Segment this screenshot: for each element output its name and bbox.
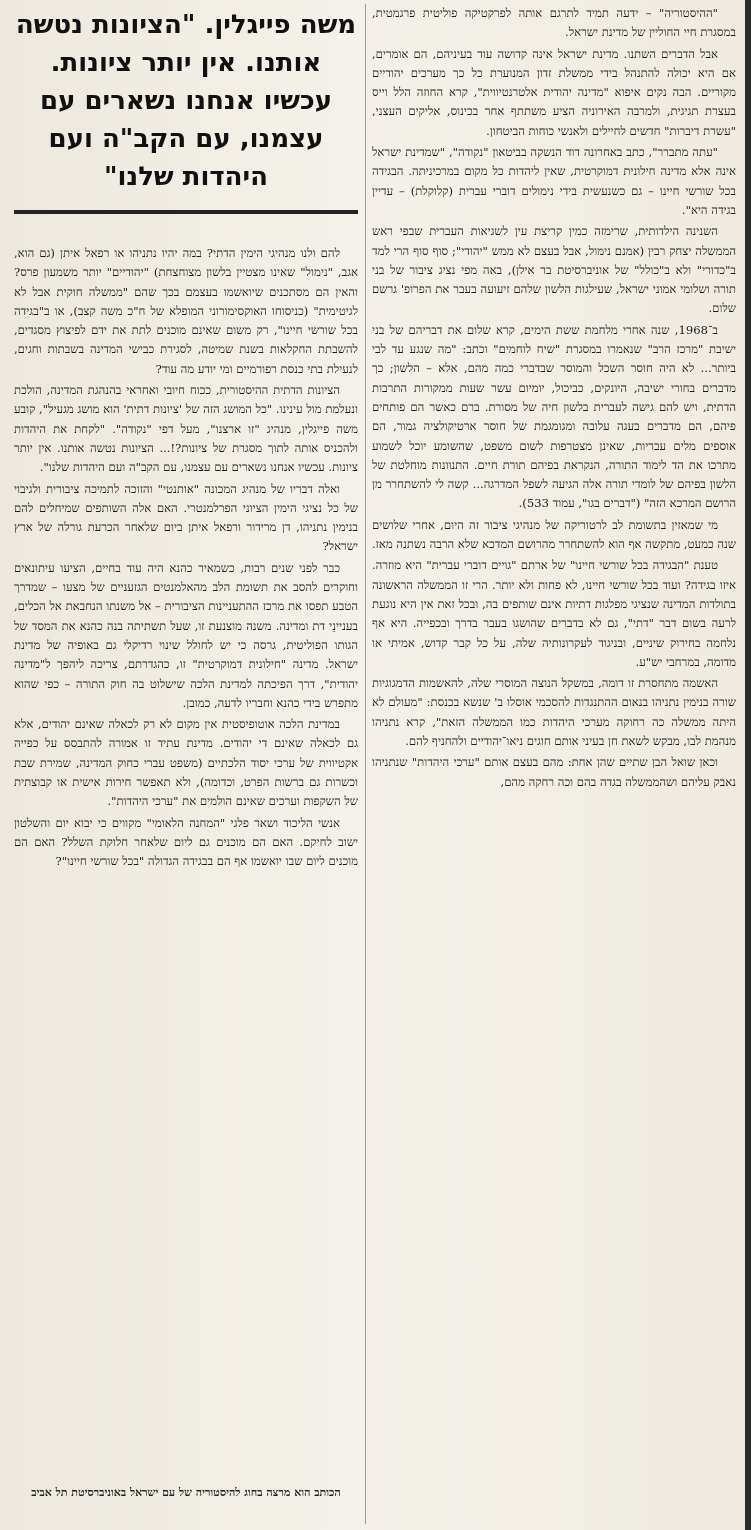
article-paragraph: "ההיסטוריה" – ידעה תמיד לתרגם אותה לפרקטיקה פוליטית פרגמטית, במסגרת חיי החוליין של מדינת ישראל. [372,6,736,40]
article-paragraph: אבל הדברים השתנו. מדינת ישראל אינה קדושה עוד בעיניהם, הם אומרים, אם היא יכולה להתנהל בידי ממשלת זדון המנוערת כל כך מערכים יהודיים מקוריים. הבה נקים איפוא "מדינה יהודית אלטרנטיווית", קרא החוזה הלל וייס בעצרת תגיגית, ולמרבה האירוניה הציע משתתף אחר בכינוס, אליקים העצני, "עשרת דיברות" חדשים לחיילים ולאנשי כוחות הביטחון. [372,46,736,138]
article-paragraph: הציונות הדתית ההיסטורית, ככוח חיובי ואחראי בהנהגת המדינה, הולכת ונעלמת מול עינינו. "כל המושג הזה של 'ציונות דתית' הוא מושג מגעיל", קובע משה פייגלין, מנהיג "זו ארצנו", מעל דפי "נקודה". "לקחת את היהדות ולהכניס אותה לתוך מסגרת של ציונות?!... הציונות נטשה אותנו. אין יותר ציונות. עכשיו אנחנו נשארים עם עצמנו, עם הקב"ה ועם היהדות שלנו". [14,383,358,475]
article-paragraph: ואלה דבריו של מנהיג המכונה "אותנטי" והזוכה לתמיכה ציבורית ולגיבוי של כל נציגי הימין הציוני הפרלמנטרי. האם אלה השותפים שמיחלים להם בנימין נתניהו, דן מרידור ורפאל איתן ביום שלאחר הכרעת גורלה של ארץ ישראל? [14,481,358,554]
scan-edge [745,0,751,1530]
pull-quote: משה פייגלין. "הציונות נטשה אותנו. אין יותר ציונות. עכשיו אנחנו נשארים עם עצמנו, עם הקב"ה ועם היהדות שלנו" [15,10,357,192]
article-paragraph: "עתה מתברר", כתב באחרונה דוד הנשקה בביטאון "נקודה", "שמדינת ישראל אינה אלא מדינה חילונית דמוקרטית, שאין ליהדות כל מקום במרכיניתה. הבגידה בכל שורשי חיינו – גם כשנעשית בידי נימולים דוברי עברית (קלוקלת) – עדיין בגידה היא". [372,145,736,217]
article-paragraph: אנשי הליכוד ושאר פלגי "המחנה הלאומי" מקווים כי יבוא יום והשלטון ישוב לחיקם. האם הם מוכנים גם ליום שלאחר חלוקת השלל? האם הם מוכנים ליום שבו יואשמו אף הם בבגידה הגדולה "בכל שורשי חיינו"? [14,815,358,869]
article-paragraph: להם ולנו מנהיגי הימין הדתי? במה יהיו נתניהו או רפאל איתן (גם הוא, אגב, "נימול" שאינו מצטיין בלשון מצוחצחת) "יהודיים" יותר משמעון פרס? והאין הם מסתכנים שיואשמו בעצמם בכך שהם "ממשלה חוקית אבל לא לגיטימית" (כניסוחו האוקסימורוני המופלא של ח"כ משה קצב), או ב"בגידה בכל שורשי חיינו", רק משום שאינם מוכנים לתת את ידם לפיצוץ מסגדים, להשבתת החקלאות בשנת שמיטה, לסגירת כבישי המדינה בשבתות וחגים, לנעילת בתי כנסת רפורמיים ומי יודע מה עוד? [14,246,358,376]
article-paragraph: כבר לפני שנים רבות, כשמאיר כהנא היה עוד בחיים, הציעו עיתונאים וחוקרים להסב את תשומת הלב מהאלמנטים הגזעניים של מצעו – שמדרך הטבע תפסו את מרכז ההתעניינות הציבורית – אל משנתו הנחבאת אל הכלים, בעניינֵי דת ומדינה. משנה מוצנעת זו, שעל תשתיתה בנה כהנא את המסד של הגותו הפוליטית, גרסה כי יש לחולל שינוי רדיקלי גם באופיה של מדינת ישראל. מדינה "חילונית דמוקרטית" זו, כהגדרתם, צריכה ליהפך ל"מדינה יהודית", דרך הפיכתה למדינת הלכה שישלוט בה חוק התורה – כפי שהוא מתפרש בידי כהנא וחבריו לדעה, כמובן. [14,560,358,710]
article-column-left [14,244,358,1494]
article-paragraph: האשמה מתחסרת זו דומה, במשקל הנוצה המוסרי שלה, להאשמות הדמגוגיות שורה בנימין נתניהו בנאום ההתנגדות להסכמי אוסלו ב' שנשא בכנסת: "מעולם לא היתה ממשלה כה רחוקה מערכי היהדות כמו הממשלה הזאת", קרא נתניהו מנהמת לבו, מבקש לשאת חן בעיני אותם חוגים ניאו־יהודיים ולהחניף להם. [372,676,736,748]
pull-quote-rule [14,210,358,214]
article-paragraph: טענת "הבגידה בכל שורשי חיינו" של ארתם "גויים דוברי עברית" היא מוזרה. איזו בגידה? ועוד בכל שורשי חיינו, לא פחות ולא יותר. הרי זו הממשלה הראשונה בתולדות המדינה שנציגי מפלגות דתיות אינם שותפים בה, ובכל זאת אין היא נוגעת לרעה בשום דבר "דתי", גם לא בדברים שהושגו בעבר בדרך ובכפייה. היא אף נלחמה בחירוק שיניים, ובניגוד לעקרונותיה שלה, על כל קבר קדוש, אמיתי או מדומה, במרחבי יש"ע. [372,558,736,669]
article-paragraph: ב־1968, שנה אחרי מלחמת ששת הימים, קרא שלום את דבריהם של בני ישיבת "מרכז הרב" שנאמרו במסגרת "שיח לוחמים" וכתב: "מה שנגע עד לבי ביותר... לא היה חוסר השכל והמוסר שבדברי כמה מהם, אלא – הלשון; כך מדברים בחורי ישיבה, היונקים, כביכול, יומיום עשר שעות ממקורות התרבות הדתית, ויש להם גישה לעברית בלשון חיה של מסורת. ברם כאשר הם פותחים פיהם, הם מדברים בעגה עלובה ומגומגמת של חוסר ארטיקולציה גמור, הם אוספים מלים עבריות, שאינן מצטרפות לשום משפט, שהשומע יוכל לשמוע מתרכו את הד לימוד התורה, הנקראת בפיהם תורת חיים. התנוונות מוחלטת של הלשון בפיהם של לומדי תורה אלה הגיעה לשפל המדרגה... קשה לי להשתחרר מן הרושם המרכא הזה" ("דברים בגו", עמוד 533). [372,322,736,511]
article-paragraph: וכאן שואל הבן שתיים שהן אחת: מהם בעצם אותם "ערכי היהדות" שנתניהו נאבק עליהם ושהממשלה בגדה בהם וכה רחקה מהם, [372,755,736,789]
article-column-right [372,4,736,1524]
author-caption: הכותב הוא מרצה בחוג להיסטוריה של עם ישראל באוניברסיטת תל אביב [31,1486,341,1499]
article-paragraph: השנינה הילדותית, שרימזה כמין קריצת עין לשגיאות העברית שבפי ראש הממשלה יצחק רבין (אמנם נימול, אבל בעצם לא ממש "יהודי"; סוף סוף הרי למד ב"כדורי" ולא ב"כולל" של אוניברסיטת בר אילן), באה מפי נציג ציבור של בני תורה ושלומי אמוני ישראל, שעילגות הלשון שלהם זיעועה בעבר את הפרופ' גרשם שלום. [372,224,736,316]
article-paragraph: במדינת הלכה אוטופיסטית אין מקום לא רק לכאלה שאינם יהודים, אלא גם לכאלה שאינם די יהודים. מדינת עתיד זו אמורה להתבסס על כפייה אקטיווית של ערכי יסוד הלכתיים (משפט עברי כחוק המדינה, שמירת שבת וכשרות גם ברשות הפרט, וכדומה), ולא תאפשר חירות אישית או קבוצתית של השקפות וערכים שאינם הולמים את "ערכי היהדות". [14,717,358,809]
article-paragraph: מי שמאזין בתשומת לב לרטוריקה של מנהיגי ציבור זה היום, אחרי שלושים שנה כמעט, מתקשה אף הוא להשתחרר מהרושם המדכא שלא הרבה נשתנה מאז. [372,517,736,552]
column-divider [365,4,366,1524]
